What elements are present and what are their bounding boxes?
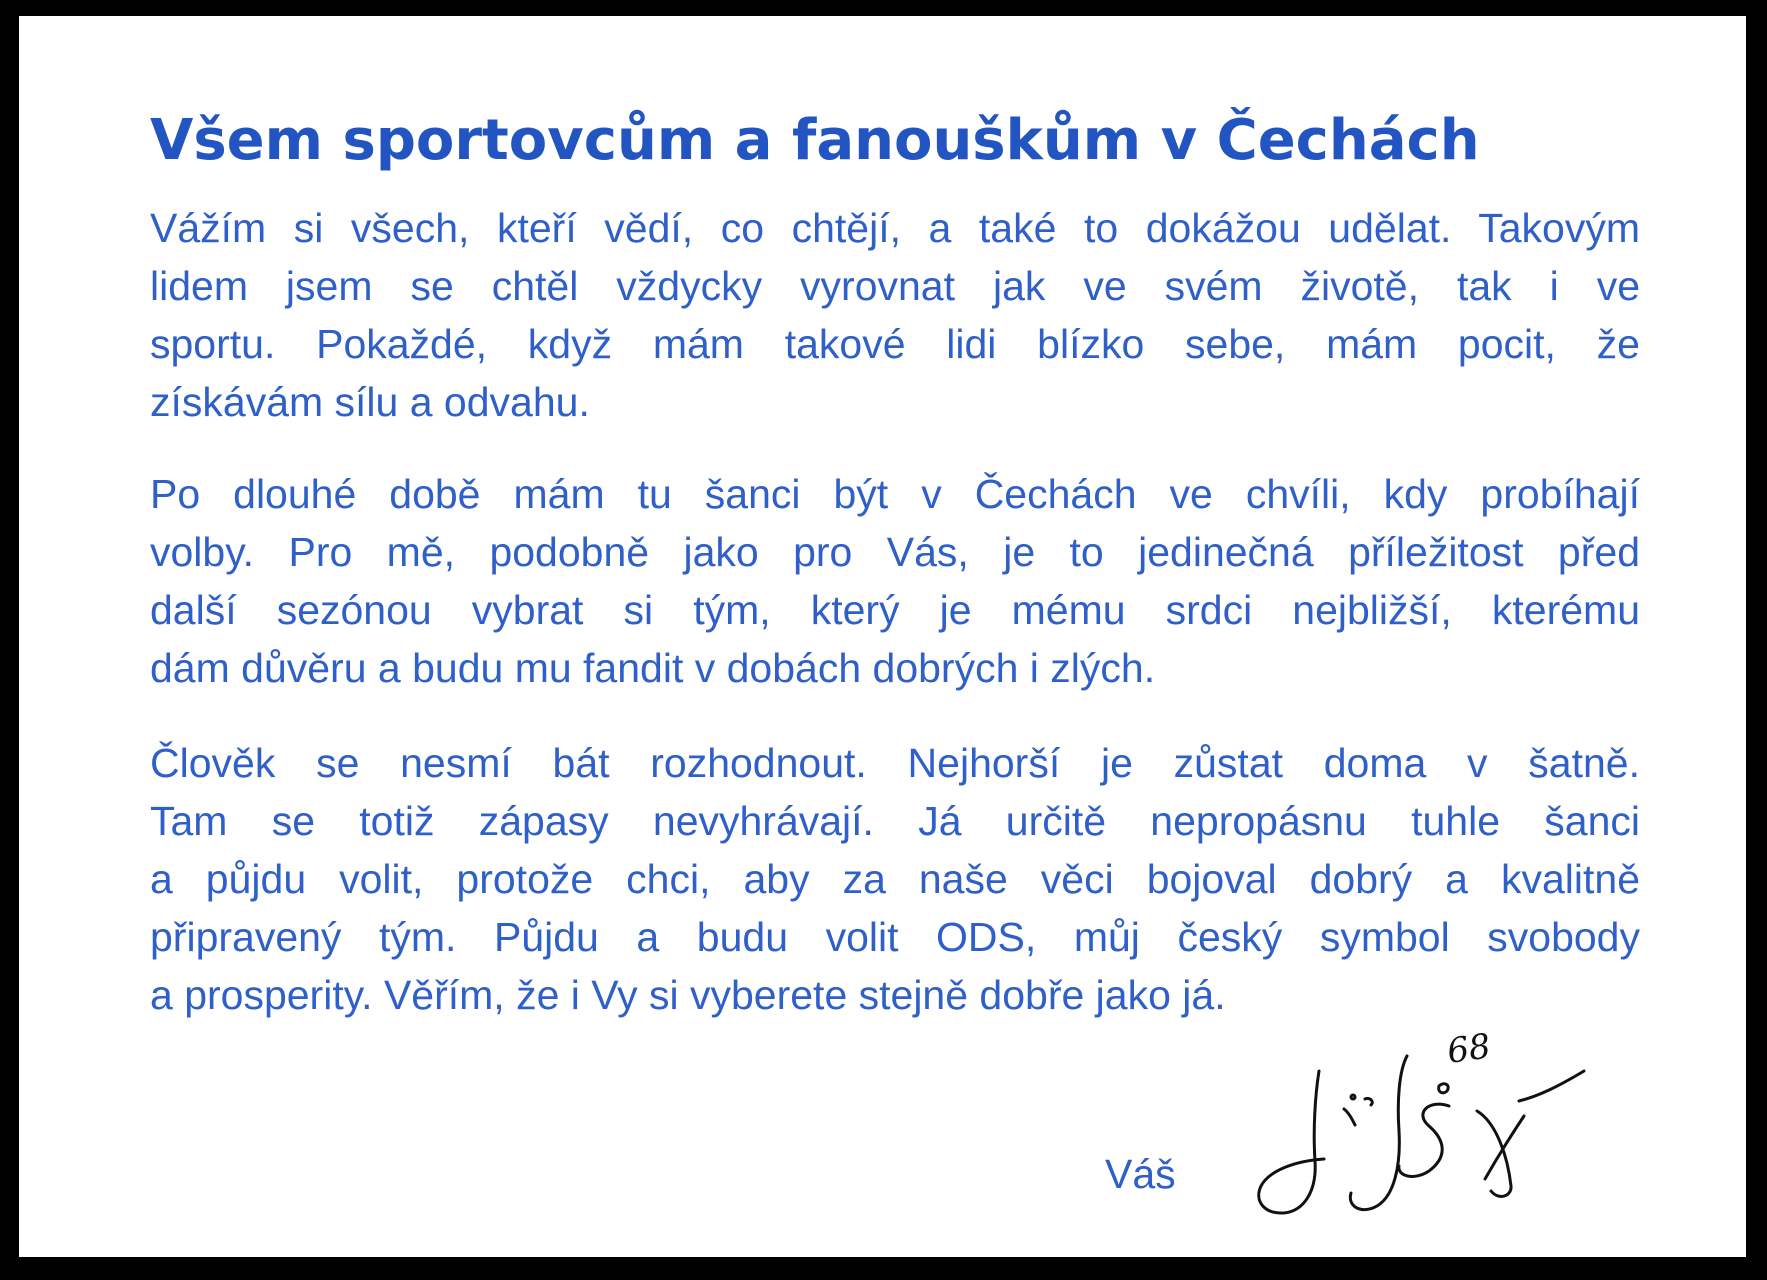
paragraph-line: další sezónou vybrat si tým, který je mému srdci nejbližší, kterému: [150, 587, 1640, 633]
paragraph-line: dám důvěru a budu mu fandit v dobách dobrých i zlých.: [150, 645, 1156, 691]
paragraph-line: Po dlouhé době mám tu šanci být v Čechách ve chvíli, kdy probíhají: [150, 471, 1640, 517]
paragraph-3: [150, 734, 1640, 1024]
paragraph-2: [150, 465, 1640, 697]
paragraph-1: [150, 199, 1640, 431]
paragraph-line: a prosperity. Věřím, že i Vy si vyberete stejně dobře jako já.: [150, 972, 1226, 1018]
letter-card: [19, 16, 1746, 1257]
paragraph-line: a půjdu volit, protože chci, aby za naše věci bojoval dobrý a kvalitně: [150, 856, 1640, 902]
closing-salutation: Váš: [1105, 1151, 1176, 1197]
signature-number: 68: [1444, 1026, 1494, 1072]
paragraph-line: Vážím si všech, kteří vědí, co chtějí, a také to dokážou udělat. Takovým: [150, 205, 1640, 251]
handwritten-signature: [1249, 1001, 1629, 1231]
paragraph-line: připravený tým. Půjdu a budu volit ODS, můj český symbol svobody: [150, 914, 1640, 960]
paragraph-line: lidem jsem se chtěl vždycky vyrovnat jak ve svém životě, tak i ve: [150, 263, 1640, 309]
paragraph-line: Tam se totiž zápasy nevyhrávají. Já určitě nepropásnu tuhle šanci: [150, 798, 1640, 844]
paragraph-line: Člověk se nesmí bát rozhodnout. Nejhorší je zůstat doma v šatně.: [150, 740, 1640, 786]
paragraph-line: volby. Pro mě, podobně jako pro Vás, je to jedinečná příležitost před: [150, 529, 1640, 575]
letter-title: Všem sportovcům a fanouškům v Čechách: [150, 108, 1480, 173]
paragraph-line: sportu. Pokaždé, když mám takové lidi blízko sebe, mám pocit, že: [150, 321, 1640, 367]
paragraph-line: získávám sílu a odvahu.: [150, 379, 590, 425]
